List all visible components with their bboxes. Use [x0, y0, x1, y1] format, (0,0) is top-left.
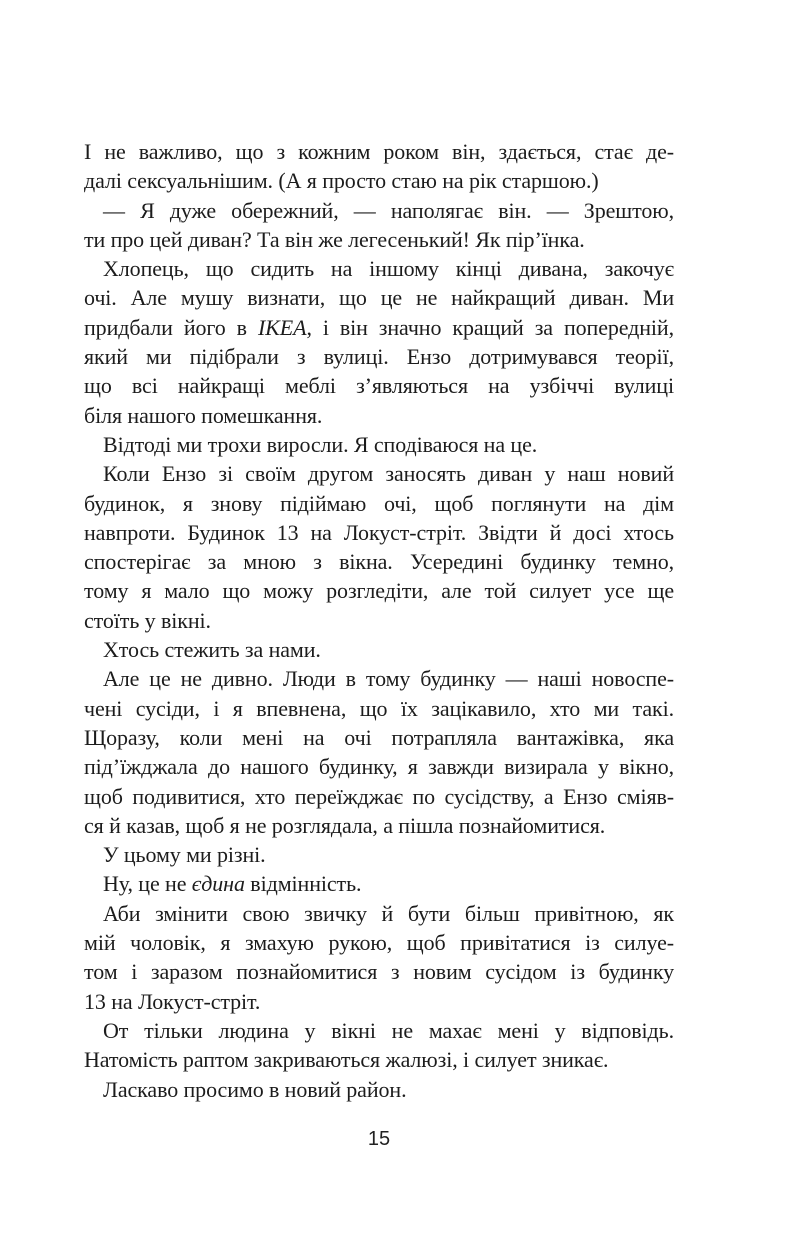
- text-line: мій чоловік, я змахую рукою, щоб привітатися із силуе-: [84, 930, 674, 956]
- italic-text: IKEA: [257, 314, 307, 340]
- text-line: — Я дуже обережний, — наполягає він. — Зрештою,: [103, 197, 674, 223]
- text-line: біля нашого помешкання.: [84, 402, 323, 428]
- paragraph: [84, 137, 674, 196]
- text-line: Але це не дивно. Люди в тому будинку — наші новоспе-: [103, 666, 674, 692]
- text-line: Ласкаво просимо в новий район.: [103, 1076, 407, 1102]
- text-line: спостерігає за мною з вікна. Усередині будинку темно,: [84, 549, 674, 575]
- text-line: що всі найкращі меблі з’являються на узбіччі вулиці: [84, 373, 674, 399]
- text-line: 13 на Локуст-стріт.: [84, 988, 261, 1014]
- text-line: стоїть у вікні.: [84, 607, 211, 633]
- text-line: Хтось стежить за нами.: [103, 637, 321, 663]
- text-line: Щоразу, коли мені на очі потрапляла вантажівка, яка: [84, 724, 674, 750]
- text-line: У цьому ми різні.: [103, 842, 266, 868]
- text-line: Коли Ензо зі своїм другом заносять диван у наш новий: [103, 461, 674, 487]
- text-line: Аби змінити свою звичку й бути більш привітною, як: [103, 900, 674, 926]
- text-line: ся й казав, щоб я не розглядала, а пішла познайомитися.: [84, 812, 606, 838]
- page-text-block: [84, 137, 674, 1104]
- text-line: очі. Але мушу визнати, що це не найкращий диван. Ми: [84, 285, 674, 311]
- text-line: ти про цей диван? Та він же легесенький! Як пір’їнка.: [84, 226, 585, 252]
- text-line: який ми підібрали з вулиці. Ензо дотримувався теорії,: [84, 344, 674, 370]
- paragraph: [84, 635, 674, 664]
- text-line: Відтоді ми трохи виросли. Я сподіваюся на це.: [103, 431, 538, 457]
- text-line: тому я мало що можу розгледіти, але той силует усе ще: [84, 578, 674, 604]
- text-line: придбали його в IKEA, і він значно кращий за попередній,: [84, 314, 674, 340]
- paragraph: [84, 254, 674, 430]
- paragraph: [84, 459, 674, 635]
- text-line: том і заразом познайомитися з новим сусідом із будинку: [84, 959, 674, 985]
- text-line: І не важливо, що з кожним роком він, здається, стає де-: [84, 139, 674, 164]
- text-line: Натомість раптом закриваються жалюзі, і силует зникає.: [84, 1047, 609, 1073]
- text-line: навпроти. Будинок 13 на Локуст-стріт. Звідти й досі хтось: [84, 519, 674, 545]
- text-line: під’їжджала до нашого будинку, я завжди визирала у вікно,: [84, 754, 674, 780]
- paragraph: [84, 869, 674, 898]
- paragraph: [84, 1016, 674, 1075]
- paragraph: [84, 1075, 674, 1104]
- text-line: Ну, це не єдина відмінність.: [103, 871, 362, 897]
- text-line: От тільки людина у вікні не махає мені у відповідь.: [103, 1017, 674, 1043]
- italic-text: єдина: [191, 871, 245, 897]
- paragraph: [84, 840, 674, 869]
- text-line: чені сусіди, і я впевнена, що їх зацікавило, хто ми такі.: [84, 695, 674, 721]
- paragraph: [84, 899, 674, 1016]
- text-line: далі сексуальнішим. (А я просто стаю на рік старшою.): [84, 168, 599, 194]
- paragraph: [84, 430, 674, 459]
- text-line: будинок, я знову підіймаю очі, щоб поглянути на дім: [84, 490, 674, 516]
- paragraph: [84, 196, 674, 255]
- page-number: 15: [367, 1128, 391, 1150]
- text-line: щоб подивитися, хто переїжджає по сусідству, а Ензо сміяв-: [84, 783, 674, 809]
- paragraph: [84, 664, 674, 840]
- text-line: Хлопець, що сидить на іншому кінці дивана, закочує: [103, 256, 674, 282]
